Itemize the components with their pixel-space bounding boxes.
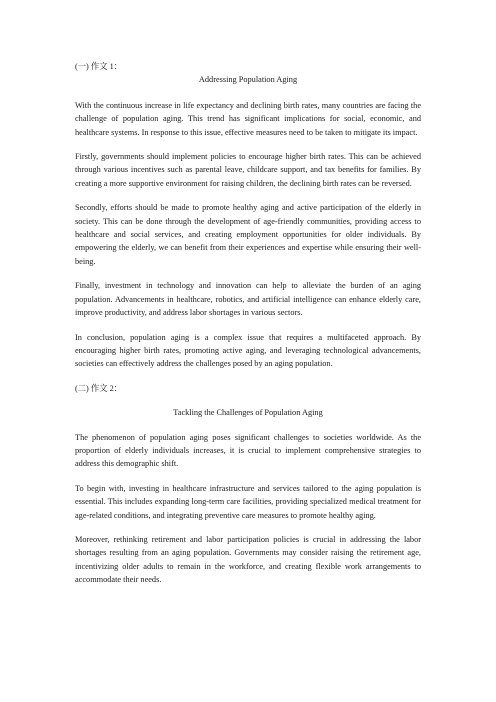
essay-1-heading: (一) 作文 1： (75, 62, 123, 71)
essay-2-paragraph: Moreover, rethinking retirement and labor participation policies is crucial in addressing the labor shortages resulting from an aging population. Governments may consider raising the retirement age, incentivizing older adults to remain in the workforce, and creating flexible work arrangements to accommodate their needs. (75, 534, 421, 585)
essay-2-title: Tackling the Challenges of Population Aging (173, 408, 323, 418)
essay-2-heading: (二) 作文 2： (75, 383, 123, 393)
essay-1-paragraph: Firstly, governments should implement policies to encourage higher birth rates. This can be achieved through various incentives such as parental leave, childcare support, and tax benefits for families. By creating a more supportive environment for raising children, the declining birth rates can be reversed. (75, 152, 421, 188)
essay-1-paragraph: Finally, investment in technology and innovation can help to alleviate the burden of an aging population. Advancements in healthcare, robotics, and artificial intelligence can enhance elderly care, improve productivity, and address labor shortages in various sectors. (75, 281, 421, 318)
essay-1-paragraph: In conclusion, population aging is a complex issue that requires a multifaceted approach. By encouraging higher birth rates, promoting active aging, and leveraging technological advancements, societies can effectively address the challenges posed by an aging population. (75, 332, 421, 369)
essay-2-paragraph: To begin with, investing in healthcare infrastructure and services tailored to the aging population is essential. This includes expanding long-term care facilities, providing specialized medical treatment for age-related conditions, and integrating preventive care measures to promote healthy aging. (75, 483, 421, 520)
essay-1-title: Addressing Population Aging (198, 75, 298, 85)
essay-2-paragraph: The phenomenon of population aging poses significant challenges to societies worldwide. As the proportion of elderly individuals increases, it is crucial to implement comprehensive strategies to address this demographic shift. (75, 432, 421, 469)
essay-1-paragraph: With the continuous increase in life expectancy and declining birth rates, many countries are facing the challenge of population aging. This trend has significant implications for social, economic, and healthcare systems. In response to this issue, effective measures need to be taken to mitigate its impact. (75, 100, 421, 137)
document-page (75, 60, 421, 587)
essay-1-paragraph: Secondly, efforts should be made to promote healthy aging and active participation of the elderly in society. This can be done through the development of age-friendly communities, providing access to healthcare and social services, and creating employment opportunities for older individuals. By empowering the elderly, we can benefit from their experiences and expertise while ensuring their well-being. (75, 203, 421, 266)
